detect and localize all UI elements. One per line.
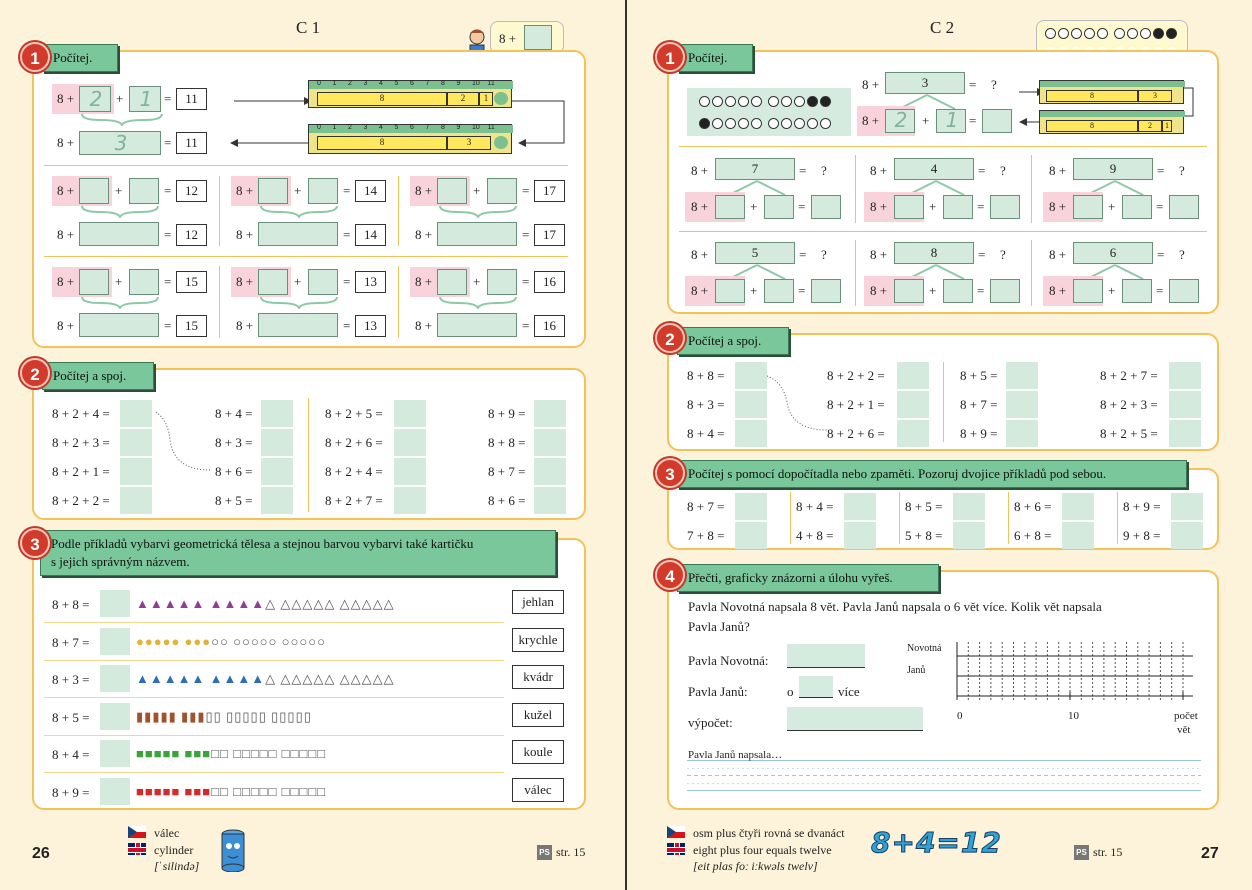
given-number-box: 4	[894, 158, 974, 180]
brace-icon	[80, 112, 164, 126]
geometric-shapes-row[interactable]: ■■■■■ ■■■□□ □□□□□ □□□□□	[136, 783, 326, 799]
shape-name-card[interactable]: kužel	[512, 703, 564, 727]
answer-box[interactable]	[1169, 279, 1199, 303]
answer-box[interactable]	[394, 487, 426, 514]
answer-box[interactable]	[534, 429, 566, 456]
bead-icon	[1071, 28, 1082, 39]
answer-box[interactable]	[120, 429, 152, 456]
answer-box[interactable]	[129, 178, 159, 204]
result-box: 15	[176, 315, 207, 337]
geometric-shapes-row[interactable]: ●●●●● ●●●○○ ○○○○○ ○○○○○	[136, 633, 326, 649]
result-box: 14	[355, 180, 386, 202]
ruler-tick: 8	[441, 124, 445, 131]
exercise-4-title: Přečti, graficky znázorni a úlohu vyřeš.	[677, 564, 939, 592]
bead-icon	[1127, 28, 1138, 39]
exercise-2-badge: 2	[20, 358, 50, 388]
ruler-tick: 4	[379, 80, 383, 87]
answer-box[interactable]	[953, 522, 985, 549]
brace-icon	[259, 295, 339, 309]
answer-box[interactable]	[811, 279, 841, 303]
snail-icon	[494, 92, 508, 105]
page-title: C 1	[296, 18, 321, 37]
answer-box[interactable]	[261, 458, 293, 485]
answer-box[interactable]	[308, 178, 338, 204]
bead-icon	[751, 118, 762, 129]
answer-box[interactable]	[437, 313, 517, 337]
answer-box[interactable]	[1073, 279, 1103, 303]
exercise-1-title: Počítej.	[42, 44, 118, 72]
ruler-tick: 6	[410, 124, 414, 131]
answer-box[interactable]	[394, 458, 426, 485]
answer-box[interactable]	[894, 195, 924, 219]
answer-box[interactable]	[1169, 362, 1201, 389]
bead-icon	[1058, 28, 1069, 39]
answer-box[interactable]	[897, 420, 929, 447]
answer-box[interactable]	[953, 493, 985, 520]
answer-box[interactable]	[79, 313, 159, 337]
answer-box[interactable]: 3	[79, 131, 161, 155]
exercise-1-badge: 1	[20, 42, 50, 72]
answer-box[interactable]	[534, 400, 566, 427]
exercise-2-title: Počítej a spoj.	[42, 362, 154, 390]
ruler-tick: 0	[317, 80, 321, 87]
answer-box[interactable]	[943, 195, 973, 219]
bead-abacus	[687, 88, 851, 136]
exercise-3-badge: 3	[655, 458, 685, 488]
given-number-box: 5	[715, 242, 795, 264]
answer-box[interactable]	[1122, 195, 1152, 219]
answer-box[interactable]	[844, 522, 876, 549]
given-number-box: 7	[715, 158, 795, 180]
answer-box[interactable]	[258, 178, 288, 204]
result-box: 14	[355, 224, 386, 246]
exercise-1-title: Počítej.	[677, 44, 753, 72]
result-box: 17	[534, 224, 565, 246]
given-number-box: 6	[1073, 242, 1153, 264]
answer-box[interactable]	[437, 178, 467, 204]
answer-box[interactable]	[100, 740, 130, 767]
answer-box[interactable]	[764, 279, 794, 303]
answer-box[interactable]	[1169, 195, 1199, 219]
bar-graph-grid[interactable]	[953, 638, 1199, 704]
answer-box[interactable]: 2	[885, 109, 915, 133]
connector-line	[154, 410, 214, 474]
bead-icon	[794, 118, 805, 129]
answer-box[interactable]	[735, 391, 767, 418]
ruler-tick: 10	[472, 124, 480, 131]
brace-icon	[259, 204, 339, 218]
answer-box[interactable]	[1062, 493, 1094, 520]
page-number: 27	[1201, 845, 1219, 862]
calculation-field[interactable]	[787, 707, 923, 731]
bead-icon	[768, 118, 779, 129]
answer-box[interactable]	[120, 458, 152, 485]
answer-box[interactable]	[715, 195, 745, 219]
ruler-tick: 11	[487, 124, 495, 131]
ruler-tick: 4	[379, 124, 383, 131]
answer-box[interactable]	[100, 665, 130, 692]
exercise-4-badge: 4	[655, 560, 685, 590]
cylinder-mascot-icon	[220, 828, 246, 872]
bead-icon	[751, 96, 762, 107]
ruler-tick: 9	[456, 80, 461, 87]
bead-icon	[1045, 28, 1056, 39]
bead-icon	[725, 118, 736, 129]
ps-icon: PS	[1074, 845, 1089, 860]
answer-box[interactable]: 1	[129, 86, 161, 112]
exercise-1-badge: 1	[655, 42, 685, 72]
answer-box[interactable]	[1169, 420, 1201, 447]
ruler-tick: 3	[363, 80, 368, 87]
ruler-tick: 10	[472, 80, 480, 87]
answer-box[interactable]	[120, 487, 152, 514]
answer-box[interactable]	[735, 362, 767, 389]
result-box: 16	[534, 315, 565, 337]
number-ruler-top: 8 3	[1039, 80, 1184, 104]
answer-box[interactable]	[990, 195, 1020, 219]
bead-icon	[699, 118, 710, 129]
bead-icon	[820, 96, 831, 107]
right-page: C 2 Počítej. 1 8 + 3 = ? 8 + 2 + 1 = 8 3 8 2 1 Počítej a spoj. 2 Počítej s pomocí dopočítadla nebo zpaměti. Pozoruj dvojice příkladů pod sebou. 3 Přečti, graficky znázorni a úlohu vyřeš. 4 Pavla Novotná napsala 8 vět. Pavla Janů napsala o 6 vět více. Kolik vět napsala Pavla Janů? Pavla Novotná: Pavla Janů: o více výpočet: Novotná Janů 0 10 počet vět Pavla Janů napsala… osm plus čtyři rovná se dvanáct eight plus four equals twelve [eit plas foː iːkwəls twelv] 8+4=12 PS str. 15 27 8 + 7 = ? 8 + + = 8 + 4 = ? 8 + + = 8 + 9 = ? 8 + + = 8 + 5 = ? 8 + + = 8 + 8 = ? 8 + + = 8 + 6 = ? 8 + + = 8 + 8 = 8 + 3 = 8 + 4 = 8 + 2 + 2 = 8 + 2 + 1 = 8 + 2 + 6 = 8 + 5 = 8 + 7 = 8 + 9 = 8 + 2 + 7 = 8 + 2 + 3 = 8 + 2 + 5 = 8 + 7 = 7 + 8 = 8 + 4 = 4 + 8 = 8 + 5 = 5 + 8 = 8 + 6 = 6 + 8 = 8 + 9 = 9 + 8 =	[627, 0, 1252, 890]
answer-box[interactable]	[1006, 391, 1038, 418]
answer-box[interactable]	[715, 279, 745, 303]
exercise-2-badge: 2	[655, 323, 685, 353]
answer-box[interactable]	[79, 269, 109, 295]
given-number-box: 8	[894, 242, 974, 264]
exercise-2-title: Počítej a spoj.	[677, 327, 789, 355]
answer-box[interactable]	[1122, 279, 1152, 303]
brace-icon	[438, 295, 518, 309]
bead-icon	[1153, 28, 1164, 39]
result-box: 13	[355, 315, 386, 337]
ruler-tick: 2	[348, 124, 352, 131]
ruler-tick: 1	[332, 80, 337, 87]
ruler-tick: 1	[332, 124, 337, 131]
answer-box[interactable]	[1073, 195, 1103, 219]
ruler-tick: 9	[456, 124, 461, 131]
czech-flag-icon	[128, 826, 146, 838]
result-box: 13	[355, 271, 386, 293]
geometric-shapes-row[interactable]: ▮▮▮▮▮ ▮▮▮▯▯ ▯▯▯▯▯ ▯▯▯▯▯	[136, 708, 312, 724]
bead-icon	[725, 96, 736, 107]
ruler-tick: 7	[425, 124, 430, 131]
shape-name-card[interactable]: krychle	[512, 628, 564, 652]
answer-box[interactable]	[79, 178, 109, 204]
answer-box[interactable]	[100, 590, 130, 617]
czech-flag-icon	[667, 826, 685, 838]
answer-box[interactable]	[943, 279, 973, 303]
answer-box[interactable]	[534, 458, 566, 485]
bead-icon	[807, 118, 818, 129]
answer-box[interactable]	[258, 269, 288, 295]
answer-box[interactable]	[897, 391, 929, 418]
exercise-3-badge: 3	[20, 528, 50, 558]
novotna-answer-field[interactable]	[787, 644, 865, 668]
answer-box[interactable]	[394, 429, 426, 456]
answer-box[interactable]	[1062, 522, 1094, 549]
bead-icon	[807, 96, 818, 107]
result-box: 16	[534, 271, 565, 293]
result-box: 15	[176, 271, 207, 293]
given-number-box: 9	[1073, 158, 1153, 180]
answer-box[interactable]	[100, 778, 130, 805]
ruler-tick: 6	[410, 80, 414, 87]
answer-box[interactable]	[764, 195, 794, 219]
bead-icon	[738, 96, 749, 107]
answer-box[interactable]	[1006, 362, 1038, 389]
answer-box[interactable]	[735, 522, 767, 549]
bead-icon	[712, 96, 723, 107]
result-box: 12	[176, 180, 207, 202]
ruler-tick: 0	[317, 124, 321, 131]
answer-box[interactable]	[735, 420, 767, 447]
exercise-3-title: Podle příkladů vybarvi geometrická tělesa a stejnou barvou vybarvi také kartičku s jejich správným názvem.	[40, 530, 556, 576]
ruler-tick: 8	[441, 80, 445, 87]
answer-box[interactable]	[258, 222, 338, 246]
ruler-tick: 7	[425, 80, 430, 87]
brace-icon	[80, 204, 160, 218]
bead-icon	[781, 118, 792, 129]
answer-box[interactable]	[1171, 522, 1203, 549]
answer-box[interactable]	[308, 269, 338, 295]
geometric-shapes-row[interactable]: ■■■■■ ■■■□□ □□□□□ □□□□□	[136, 746, 326, 761]
answer-box[interactable]	[487, 178, 517, 204]
bead-icon	[1140, 28, 1151, 39]
answer-box[interactable]	[534, 487, 566, 514]
uk-flag-icon	[667, 843, 685, 855]
ruler-tick: 5	[394, 80, 399, 87]
bead-icon	[738, 118, 749, 129]
answer-box[interactable]	[894, 279, 924, 303]
answer-box[interactable]	[120, 400, 152, 427]
brace-icon	[438, 204, 518, 218]
bead-icon	[1084, 28, 1095, 39]
answer-box[interactable]	[1006, 420, 1038, 447]
answer-box[interactable]	[990, 279, 1020, 303]
bead-icon	[820, 118, 831, 129]
geometric-shapes-row[interactable]: ▲▲▲▲▲ ▲▲▲▲△ △△△△△ △△△△△	[136, 596, 395, 611]
left-page: C 1 8 + Počítej. 1 8 + 2 + 1 = 11 8 + 3 = 11 0 1 2 3 4 5 6 7 8 9 10 11 8 2 1 0 1 2 3 4 5 6 7 8 9 10 11 8 3 Počítej a spoj. 2 Podle příkladů vybarvi geometrická tělesa a stejnou barvou vybarvi také kartičku s jejich správným názvem. 3 26 válec cylinder [ˈsilində] PS str. 15 8 + + = 12 8 + = 12 8 + + = 14 8 + = 14 8 + + = 17 8 + = 17 8 + + = 15 8 + = 15 8 + + = 13 8 + = 13 8 + + = 16 8 + = 16 8 + 2 + 4 = 8 + 2 + 3 = 8 + 2 + 1 = 8 + 2 + 2 = 8 + 4 = 8 + 3 = 8 + 6 = 8 + 5 = 8 + 2 + 5 = 8 + 2 + 6 = 8 + 2 + 4 = 8 + 2 + 7 = 8 + 9 = 8 + 8 = 8 + 7 = 8 + 6 = 8 + 8 = ▲▲▲▲▲ ▲▲▲▲△ △△△△△ △△△△△ jehlan 8 + 7 = ●●●●● ●●●○○ ○○○○○ ○○○○○ krychle 8 + 3 = ▲▲▲▲▲ ▲▲▲▲△ △△△△△ △△△△△ kvádr 8 + 5 = ▮▮▮▮▮ ▮▮▮▯▯ ▯▯▯▯▯ ▯▯▯▯▯ kužel 8 + 4 = ■■■■■ ■■■□□ □□□□□ □□□□□ koule 8 + 9 = ■■■■■ ■■■□□ □□□□□ □□□□□ válec	[0, 0, 625, 890]
ps-icon: PS	[537, 845, 552, 860]
answer-box[interactable]	[100, 628, 130, 655]
shape-name-card[interactable]: kvádr	[512, 665, 564, 689]
answer-box[interactable]	[394, 400, 426, 427]
exercise-3-title: Počítej s pomocí dopočítadla nebo zpaměti. Pozoruj dvojice příkladů pod sebou.	[677, 460, 1187, 488]
answer-box[interactable]	[79, 222, 159, 246]
shape-name-card[interactable]: jehlan	[512, 590, 564, 614]
result-box: 17	[534, 180, 565, 202]
answer-box[interactable]	[261, 429, 293, 456]
bead-icon	[1114, 28, 1125, 39]
ruler-tick: 11	[487, 80, 495, 87]
number-ruler-bottom: 8 2 1	[1039, 110, 1184, 134]
brace-icon	[80, 295, 160, 309]
number-ruler-bottom: 0 1 2 3 4 5 6 7 8 9 10 11 8 3	[308, 124, 512, 154]
answer-box[interactable]	[897, 362, 929, 389]
hint-answer-box[interactable]	[524, 25, 552, 50]
result-box: 11	[176, 88, 207, 110]
ruler-tick: 2	[348, 80, 352, 87]
number-ruler-top: 0 1 2 3 4 5 6 7 8 9 10 11 8 2 1	[308, 80, 512, 108]
bead-icon	[1166, 28, 1177, 39]
answer-box[interactable]	[811, 195, 841, 219]
result-box: 12	[176, 224, 207, 246]
bead-icon	[794, 96, 805, 107]
answer-box[interactable]	[261, 400, 293, 427]
ruler-tick: 3	[363, 124, 368, 131]
answer-box[interactable]: 1	[936, 109, 966, 133]
answer-box[interactable]	[1171, 493, 1203, 520]
bead-icon	[781, 96, 792, 107]
connector-line	[765, 372, 831, 436]
janu-difference-field[interactable]	[799, 676, 833, 698]
page-number: 26	[32, 845, 50, 862]
bead-icon	[699, 96, 710, 107]
header-hint-box: 8 +	[490, 21, 564, 54]
bead-icon	[712, 118, 723, 129]
bead-icon	[768, 96, 779, 107]
result-box: 11	[176, 132, 207, 154]
answer-box[interactable]	[735, 493, 767, 520]
page-title: C 2	[930, 18, 955, 37]
shape-name-card[interactable]: válec	[512, 778, 564, 802]
answer-box[interactable]	[261, 487, 293, 514]
answer-box[interactable]	[1169, 391, 1201, 418]
answer-box[interactable]	[100, 703, 130, 730]
answer-box[interactable]	[982, 109, 1012, 133]
answer-box[interactable]	[844, 493, 876, 520]
snail-icon	[494, 136, 508, 149]
answer-box[interactable]	[129, 269, 159, 295]
ruler-tick: 5	[394, 124, 399, 131]
given-number-box: 3	[885, 72, 965, 94]
geometric-shapes-row[interactable]: ▲▲▲▲▲ ▲▲▲▲△ △△△△△ △△△△△	[136, 671, 395, 686]
bead-icon	[1097, 28, 1108, 39]
answer-box[interactable]	[487, 269, 517, 295]
answer-box[interactable]: 2	[79, 86, 111, 112]
uk-flag-icon	[128, 843, 146, 855]
answer-box[interactable]	[437, 222, 517, 246]
answer-box[interactable]	[437, 269, 467, 295]
equation-illustration: 8+4=12	[871, 826, 1002, 859]
answer-box[interactable]	[258, 313, 338, 337]
shape-name-card[interactable]: koule	[512, 740, 564, 764]
